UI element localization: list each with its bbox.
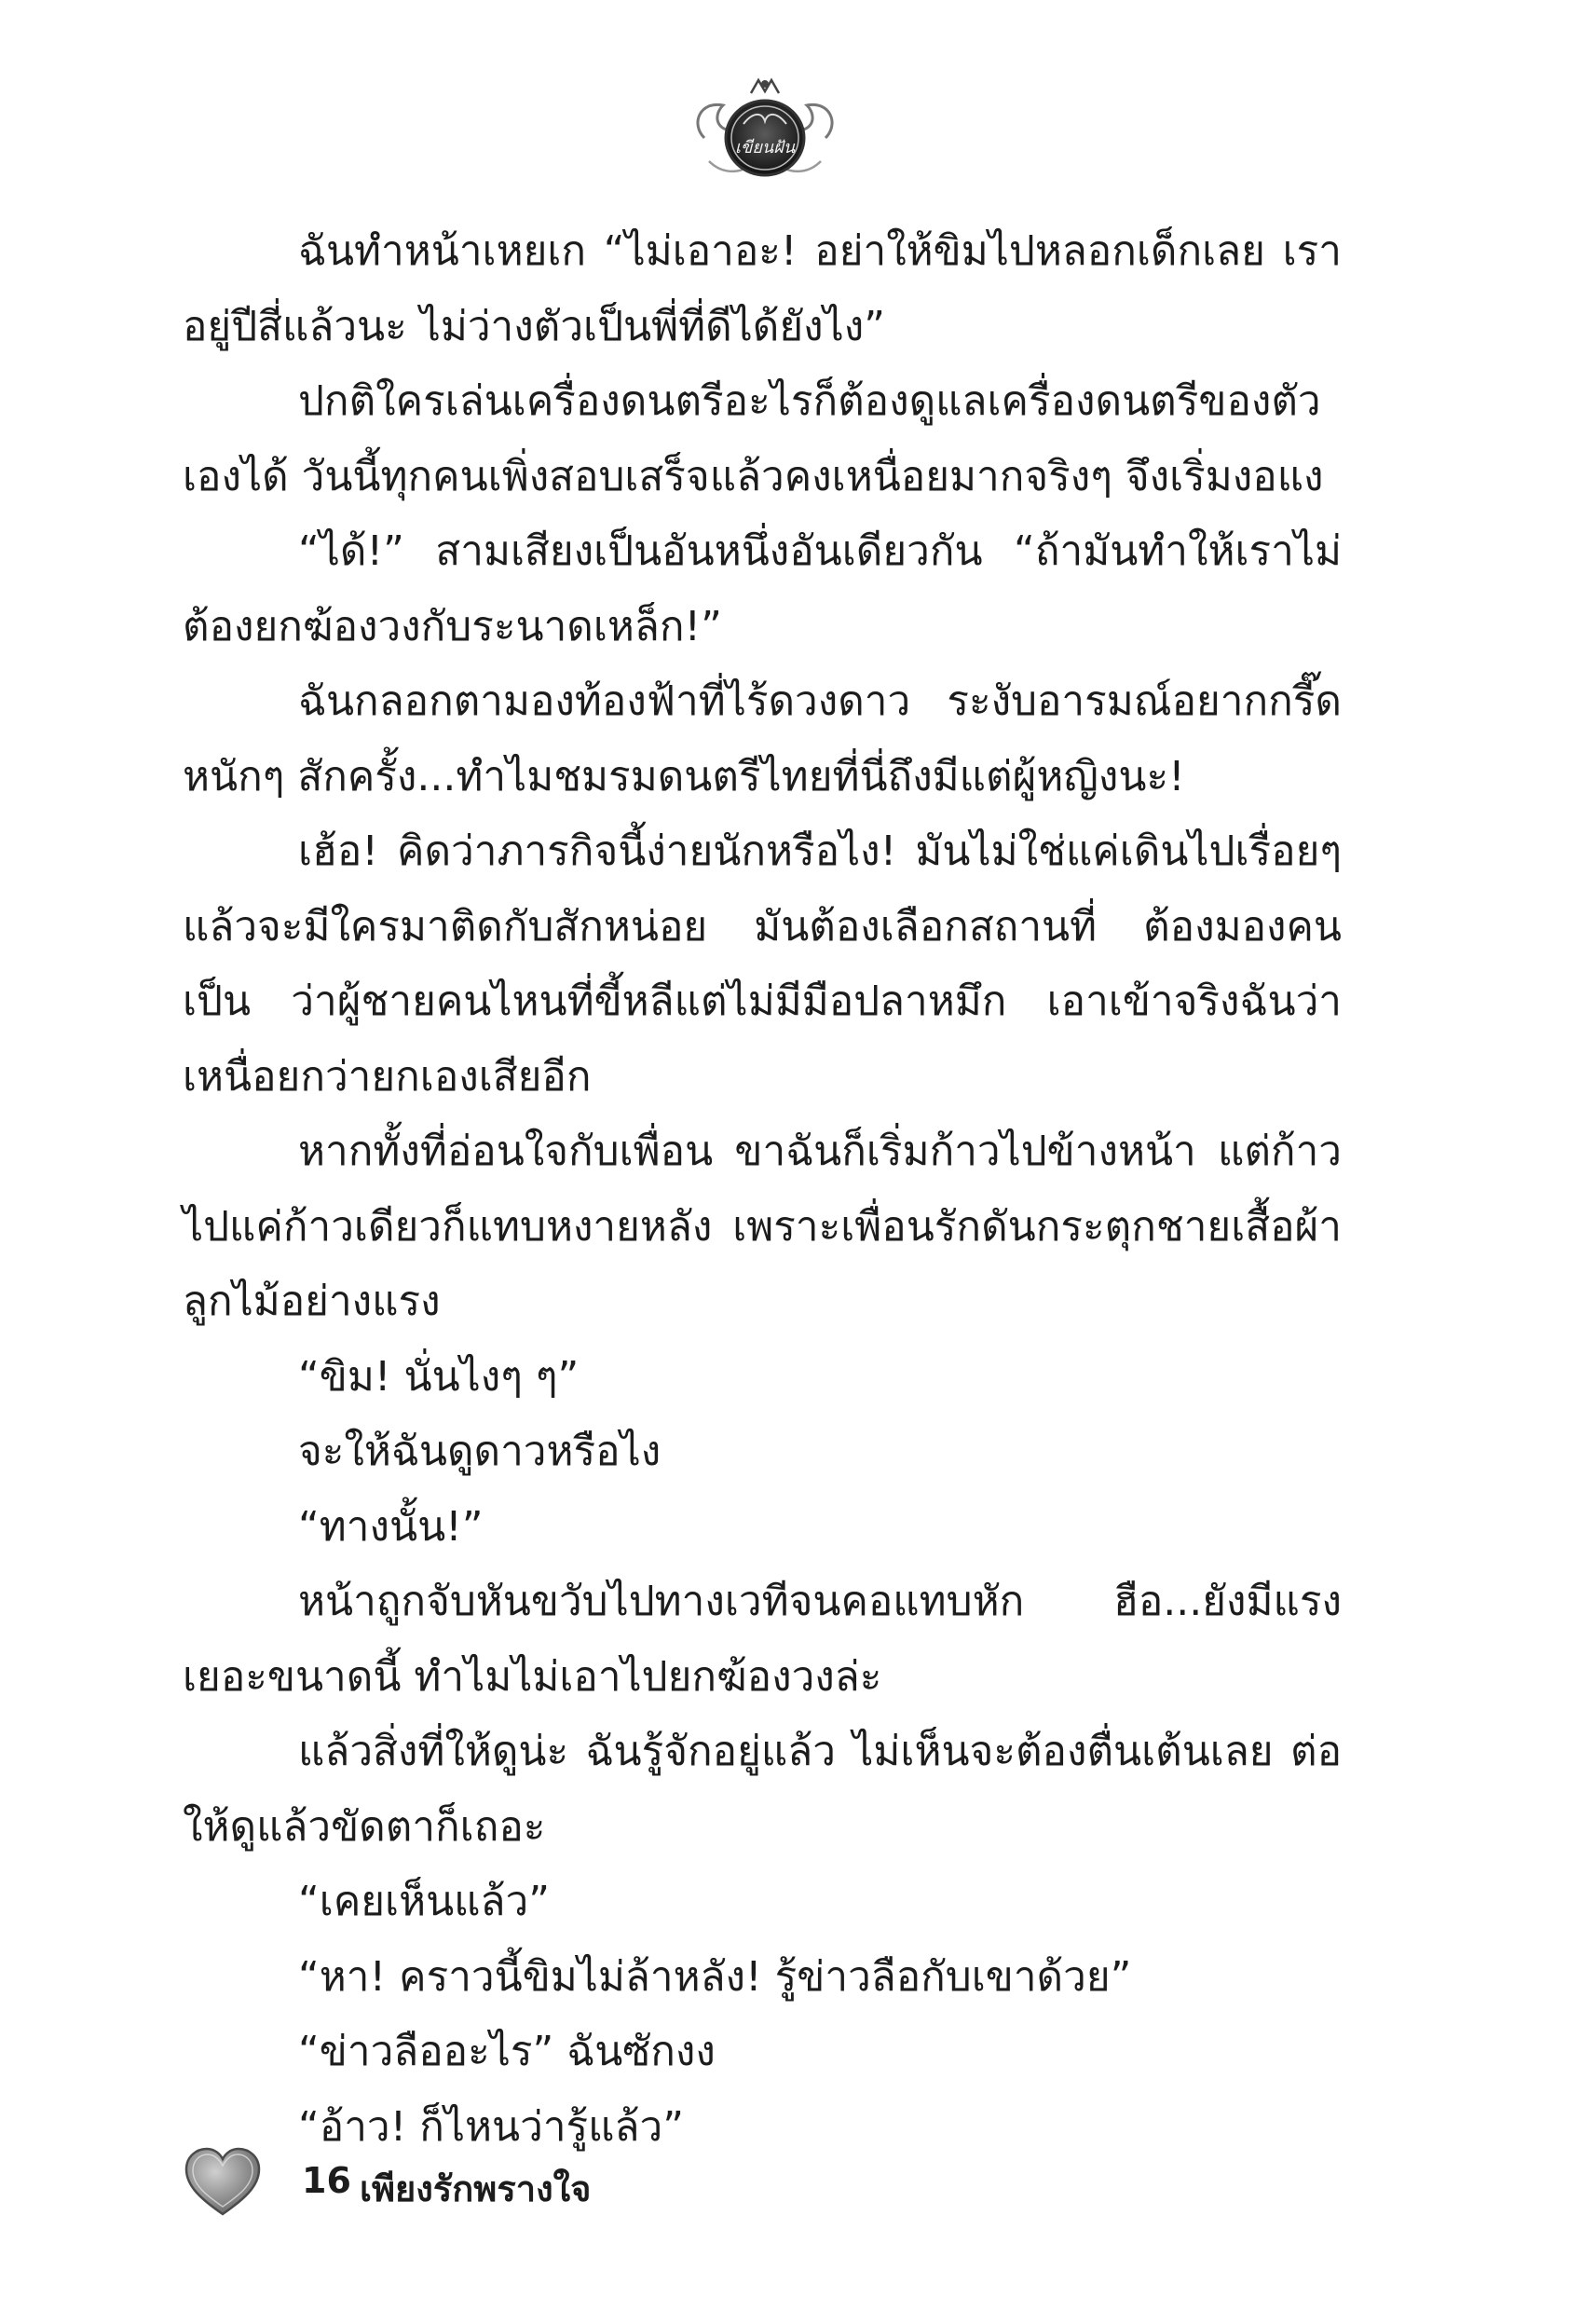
book-title: เพียงรักพรางใจ	[360, 2168, 592, 2209]
paragraph-6: หากทั้งที่อ่อนใจกับเพื่อน ขาฉันก็เริ่มก้าวไปข้างหน้า แต่ก้าวไปแค่ก้าวเดียวก็แทบหงายหลัง เพราะเพื่อนรักดันกระตุกชายเสื้อผ้าลูกไม้อย่างแรง	[183, 1128, 1342, 1325]
paragraph-7: “ขิม! นั่นไงๆ ๆ”	[298, 1352, 580, 1401]
paragraph-8: จะให้ฉันดูดาวหรือไง	[298, 1428, 662, 1475]
paragraph-11: แล้วสิ่งที่ให้ดูน่ะ ฉันรู้จักอยู่แล้ว ไม่เห็นจะต้องตื่นเต้นเลย ต่อให้ดูแล้วขัดตาก็เถอะ	[183, 1728, 1342, 1851]
publisher-logo-emblem	[686, 73, 844, 185]
paragraph-9: “ทางนั้น!”	[298, 1502, 484, 1551]
publisher-logo-text: เขียนฝัน	[734, 138, 796, 157]
paragraph-5: เฮ้อ! คิดว่าภารกิจนี้ง่ายนักหรือไง! มันไม่ใช่แค่เดินไปเรื่อยๆ แล้วจะมีใครมาติดกับสักหน่อย มันต้องเลือกสถานที่ ต้องมองคนเป็น ว่าผู้ชายคนไหนที่ขี้หลีแต่ไม่มีมือปลาหมึก เอาเข้าจริงฉันว่าเหนื่อยกว่ายกเองเสียอีก	[183, 827, 1342, 1101]
paragraph-15: “อ้าว! ก็ไหนว่ารู้แล้ว”	[298, 2102, 684, 2151]
body-text	[183, 214, 1342, 2165]
heart-icon	[183, 2145, 263, 2220]
publisher-logo	[686, 73, 844, 185]
page-number: 16	[302, 2160, 351, 2201]
paragraph-4: ฉันกลอกตามองท้องฟ้าที่ไร้ดวงดาว ระงับอารมณ์อยากกรี๊ดหนักๆ สักครั้ง...ทำไมชมรมดนตรีไทยที่นี่ถึงมีแต่ผู้หญิงนะ!	[183, 677, 1342, 800]
paragraph-2: ปกติใครเล่นเครื่องดนตรีอะไรก็ต้องดูแลเครื่องดนตรีของตัวเองได้ วันนี้ทุกคนเพิ่งสอบเสร็จแล้วคงเหนื่อยมากจริงๆ จึงเริ่มงอแง	[183, 377, 1324, 500]
paragraph-10: หน้าถูกจับหันขวับไปทางเวทีจนคอแทบหัก ฮือ...ยังมีแรงเยอะขนาดนี้ ทำไมไม่เอาไปยกฆ้องวงล่ะ	[183, 1578, 1342, 1701]
paragraph-12: “เคยเห็นแล้ว”	[298, 1878, 550, 1925]
paragraph-3: “ได้!” สามเสียงเป็นอันหนึ่งอันเดียวกัน “ถ้ามันทำให้เราไม่ต้องยกฆ้องวงกับระนาดเหล็ก!”	[183, 527, 1342, 650]
paragraph-14: “ข่าวลืออะไร” ฉันซักงง	[298, 2028, 716, 2075]
page-footer	[183, 2140, 1021, 2223]
paragraph-1: ฉันทำหน้าเหยเก “ไม่เอาอะ! อย่าให้ขิมไปหลอกเด็กเลย เราอยู่ปีสี่แล้วนะ ไม่ว่างตัวเป็นพี่ที่ดีได้ยังไง”	[183, 227, 1342, 350]
paragraph-13: “หา! คราวนี้ขิมไม่ล้าหลัง! รู้ข่าวลือกับเขาด้วย”	[298, 1952, 1132, 2001]
